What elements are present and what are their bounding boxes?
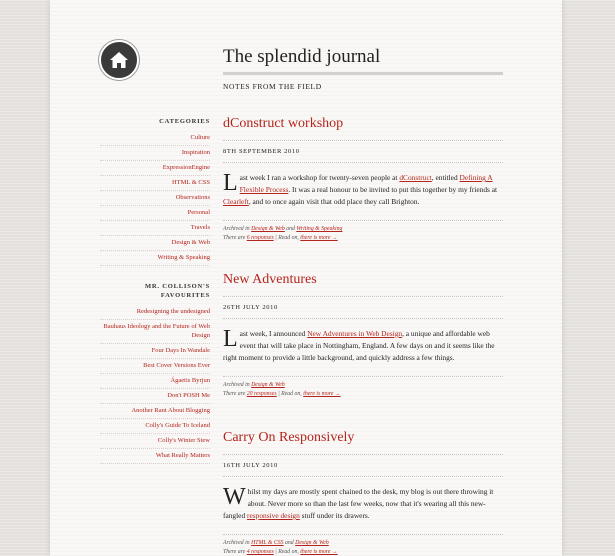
post-date	[223, 148, 503, 155]
divider	[223, 318, 503, 319]
responses-label: There are	[223, 549, 247, 555]
favourite-link[interactable]: Bauhaus Ideology and the Future of Web Design	[100, 320, 210, 344]
post-excerpt	[223, 328, 503, 364]
category-culture[interactable]: Culture	[100, 131, 210, 146]
drop-cap: L	[223, 326, 238, 352]
link-flexible-process[interactable]: Defining A Flexible Process	[239, 173, 493, 194]
category-link[interactable]: Design & Web	[251, 382, 285, 388]
post-text: , a unique and affordable web event that will take place in Nottingham, England. A few days on and it seems like the right moment to provide a little background, and quickly address a few things.	[223, 329, 495, 362]
post-date-day: 26TH	[223, 304, 241, 311]
post-meta	[223, 220, 503, 243]
drop-cap: L	[223, 170, 238, 196]
post-date-rest: SEPTEMBER 2010	[238, 148, 300, 155]
category-inspiration[interactable]: Inspiration	[100, 146, 210, 161]
post-meta	[223, 534, 503, 556]
post-text: . It was a real honour to be invited to put this together by my friends at	[288, 185, 498, 194]
post-text: stuff under its drawers.	[299, 511, 370, 520]
page-container	[50, 0, 562, 556]
favourites-title-line1: MR. COLLISON'S	[144, 283, 210, 290]
site-tagline: NOTES FROM THE FIELD	[223, 82, 322, 91]
link-responsive-design[interactable]: responsive design	[247, 511, 300, 520]
favourite-link[interactable]: What Really Matters	[100, 449, 210, 464]
categories-title: CATEGORIES	[159, 118, 210, 125]
post-date-rest: JULY 2010	[242, 462, 278, 469]
post-title[interactable]: Carry On Responsively	[223, 430, 355, 445]
read-on-label: | Read on,	[276, 391, 304, 397]
category-personal[interactable]: Personal	[100, 206, 210, 221]
divider	[223, 296, 503, 297]
read-on-label: | Read on,	[273, 235, 301, 241]
post-date-rest: JULY 2010	[242, 304, 278, 311]
link-clearleft[interactable]: Clearleft	[223, 197, 249, 206]
post-date-day: 8TH	[223, 148, 237, 155]
post-text: ast week, I announced	[239, 329, 308, 338]
link-new-adventures[interactable]: New Adventures in Web Design	[307, 329, 403, 338]
home-button[interactable]	[99, 40, 139, 80]
post-excerpt	[223, 172, 503, 208]
and-label: and	[283, 540, 296, 546]
divider	[223, 454, 503, 455]
post-date-day: 16TH	[223, 462, 241, 469]
favourites-section	[100, 283, 210, 464]
category-link[interactable]: Writing & Speaking	[296, 226, 343, 232]
favourites-title-line2: FAVOURITES	[160, 291, 210, 299]
favourite-link[interactable]: Colly's Guide To Iceland	[100, 419, 210, 434]
read-more-link[interactable]: there is more →	[303, 391, 341, 397]
post	[223, 116, 503, 243]
post-text: , and to once again visit that odd place they call Brighton.	[248, 197, 420, 206]
title-divider	[223, 72, 503, 75]
category-design-web[interactable]: Design & Web	[100, 236, 210, 251]
category-link[interactable]: Design & Web	[295, 540, 329, 546]
read-on-label: | Read on,	[273, 549, 301, 555]
post-meta	[223, 376, 503, 399]
post	[223, 272, 503, 399]
divider	[223, 140, 503, 141]
responses-label: There are	[223, 235, 247, 241]
responses-link[interactable]: 4 responses	[246, 549, 274, 555]
and-label: and	[284, 226, 297, 232]
home-icon	[109, 51, 129, 69]
favourite-link[interactable]: Don't POSH Me	[100, 389, 210, 404]
post-text: ast week I ran a workshop for twenty-seven people at	[239, 173, 400, 182]
read-more-link[interactable]: there is more →	[300, 235, 338, 241]
responses-label: There are	[223, 391, 247, 397]
category-travels[interactable]: Travels	[100, 221, 210, 236]
divider	[223, 476, 503, 477]
site-title[interactable]: The splendid journal	[223, 46, 381, 67]
divider	[223, 162, 503, 163]
favourite-link[interactable]: Redesigning the undesigned	[100, 305, 210, 320]
category-writing-speaking[interactable]: Writing & Speaking	[100, 251, 210, 266]
drop-cap: W	[223, 484, 246, 510]
favourite-link[interactable]: Another Rant About Blogging	[100, 404, 210, 419]
favourite-link[interactable]: Four Days In Wandale	[100, 344, 210, 359]
category-link[interactable]: HTML & CSS	[251, 540, 284, 546]
link-dconstruct[interactable]: dConstruct	[399, 173, 432, 182]
post	[223, 430, 503, 556]
post-title[interactable]: dConstruct workshop	[223, 116, 344, 131]
post-date	[223, 462, 503, 469]
favourite-link[interactable]: Colly's Winter Stew	[100, 434, 210, 449]
favourites-title	[100, 283, 210, 301]
category-expressionengine[interactable]: ExpressionEngine	[100, 161, 210, 176]
post-date	[223, 304, 503, 311]
post-text: hilst my days are mostly spent chained to the desk, my blog is out there throwing it about. Never more so than the last few weeks, now that it's wearing all this new-fangled	[223, 487, 494, 520]
category-observations[interactable]: Observations	[100, 191, 210, 206]
post-excerpt	[223, 486, 503, 522]
post-title[interactable]: New Adventures	[223, 272, 317, 287]
archived-label: Archived in	[223, 382, 252, 388]
categories-section	[100, 118, 210, 266]
category-link[interactable]: Design & Web	[251, 226, 285, 232]
archived-label: Archived in	[223, 540, 252, 546]
post-text: , entitled	[431, 173, 460, 182]
read-more-link[interactable]: there is more →	[300, 549, 338, 555]
favourite-link[interactable]: Ágaetis Byrjun	[100, 374, 210, 389]
archived-label: Archived in	[223, 226, 252, 232]
responses-link[interactable]: 20 responses	[246, 391, 277, 397]
responses-link[interactable]: 6 responses	[246, 235, 274, 241]
favourite-link[interactable]: Best Cover Versions Ever	[100, 359, 210, 374]
category-html-css[interactable]: HTML & CSS	[100, 176, 210, 191]
